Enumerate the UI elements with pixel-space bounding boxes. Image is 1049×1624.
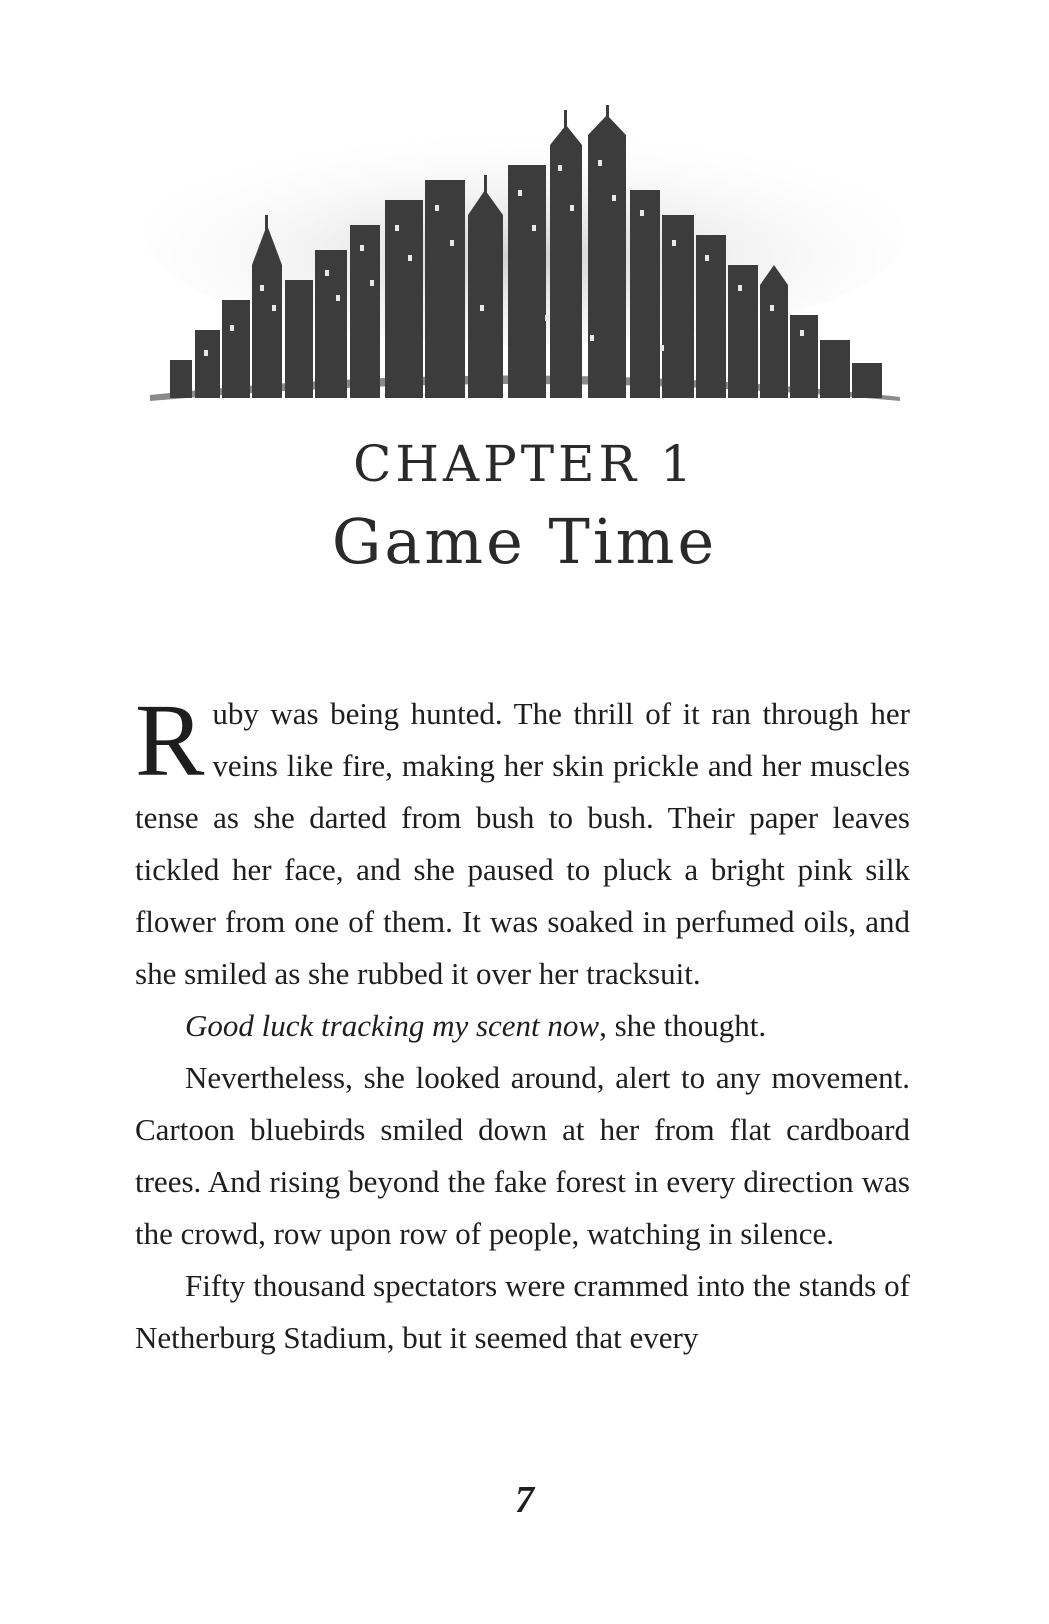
body-text: [135, 683, 910, 1364]
paragraph-1-text: uby was being hunted. The thrill of it ran through her veins like fire, making her skin prickle and her muscles tense as she darted from bush to bush. Their paper leaves tickled her face, and she paused to pluck a bright pink silk flower from one of them. It was soaked in perfumed oils, and she smiled as she rubbed it over her tracksuit.: [135, 696, 910, 991]
chapter-label: CHAPTER 1: [353, 435, 696, 493]
chapter-title: Game Time: [331, 505, 718, 578]
city-skyline-illustration: [140, 105, 910, 425]
paragraph-3: Nevertheless, she looked around, alert to any movement. Cartoon bluebirds smiled down at her from flat cardboard trees. And rising beyond the fake forest in every direction was the crowd, row upon row of people, watching in silence.: [135, 1060, 910, 1251]
paragraph-4: Fifty thousand spectators were crammed into the stands of Netherburg Stadium, but it seemed that every: [135, 1268, 910, 1355]
paragraph-2-italic: Good luck tracking my scent now: [185, 1008, 600, 1043]
page-number: 7: [515, 1479, 534, 1521]
paragraph-1: [135, 683, 910, 1000]
paragraph-2-text: , she thought.: [599, 1008, 767, 1043]
paragraph-2: [135, 1000, 910, 1052]
drop-cap: R: [135, 683, 205, 798]
